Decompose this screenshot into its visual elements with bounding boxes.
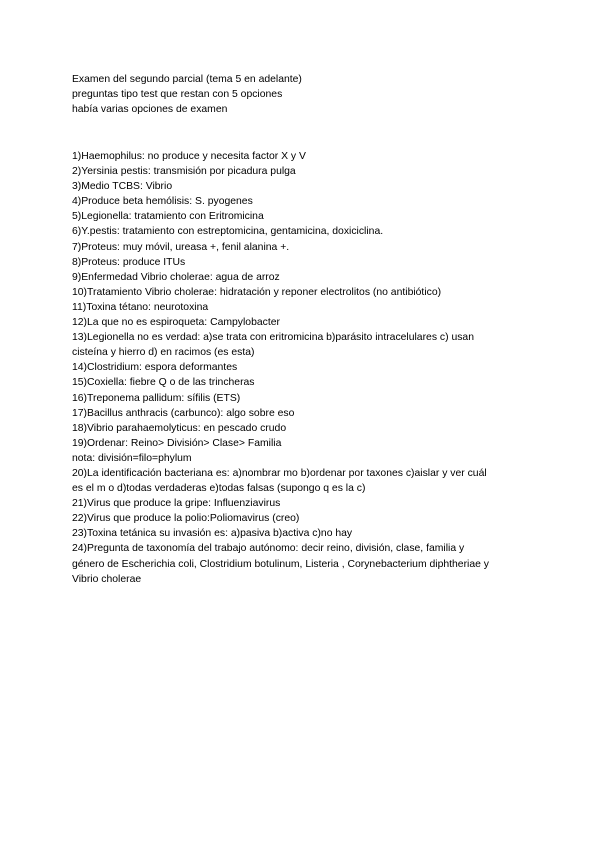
question-line: 21)Virus que produce la gripe: Influenziavirus: [72, 498, 281, 510]
question-line: 20)La identificación bacteriana es: a)nombrar mo b)ordenar por taxones c)aislar y ver cuál: [72, 467, 487, 479]
question-line: 10)Tratamiento Vibrio cholerae: hidratación y reponer electrolitos (no antibiótico): [72, 286, 442, 298]
question-line: 22)Virus que produce la polio:Poliomavirus (creo): [72, 513, 300, 525]
note-line: nota: división=filo=phylum: [72, 452, 192, 464]
question-line: 4)Produce beta hemólisis: S. pyogenes: [72, 196, 253, 208]
question-line: 9)Enfermedad Vibrio cholerae: agua de arroz: [72, 271, 280, 283]
question-line-continuation: Vibrio cholerae: [72, 573, 142, 585]
question-line: 7)Proteus: muy móvil, ureasa +, fenil alanina +.: [72, 241, 290, 253]
question-line: 19)Ordenar: Reino> División> Clase> Familia: [72, 437, 282, 449]
question-line-continuation: es el m o d)todas verdaderas e)todas falsas (supongo q es la c): [72, 483, 366, 495]
question-line: 13)Legionella no es verdad: a)se trata con eritromicina b)parásito intracelulares c) usan: [72, 332, 474, 344]
question-line: 17)Bacillus anthracis (carbunco): algo sobre eso: [72, 407, 295, 419]
question-line: 23)Toxina tetánica su invasión es: a)pasiva b)activa c)no hay: [72, 528, 353, 540]
question-line: 2)Yersinia pestis: transmisión por picadura pulga: [72, 166, 296, 178]
header-line-title: Examen del segundo parcial (tema 5 en adelante): [72, 74, 302, 85]
question-line: 15)Coxiella: fiebre Q o de las trincheras: [72, 377, 255, 389]
question-line-continuation: género de Escherichia coli, Clostridium botulinum, Listeria , Corynebacterium diphtheriae y: [72, 558, 489, 570]
question-line: 12)La que no es espiroqueta: Campylobacter: [72, 317, 280, 329]
question-line: 3)Medio TCBS: Vibrio: [72, 181, 173, 193]
header-line-question-type: preguntas tipo test que restan con 5 opciones: [72, 89, 283, 100]
question-line: 16)Treponema pallidum: sífilis (ETS): [72, 392, 241, 404]
question-line: 14)Clostridium: espora deformantes: [72, 362, 238, 374]
question-line: 5)Legionella: tratamiento con Eritromicina: [72, 211, 264, 223]
question-line: 8)Proteus: produce ITUs: [72, 256, 186, 268]
question-list: [72, 149, 532, 587]
question-line: 1)Haemophilus: no produce y necesita factor X y V: [72, 151, 306, 162]
exam-header: [72, 72, 552, 117]
question-line: 6)Y.pestis: tratamiento con estreptomicina, gentamicina, doxiciclina.: [72, 226, 384, 238]
question-line: 24)Pregunta de taxonomía del trabajo autónomo: decir reino, división, clase, familia y: [72, 543, 465, 555]
question-line: 11)Toxina tétano: neurotoxina: [72, 301, 209, 313]
question-line-continuation: cisteína y hierro d) en racimos (es esta): [72, 347, 255, 359]
question-line: 18)Vibrio parahaemolyticus: en pescado crudo: [72, 422, 287, 434]
header-line-exam-options: había varias opciones de examen: [72, 104, 228, 115]
